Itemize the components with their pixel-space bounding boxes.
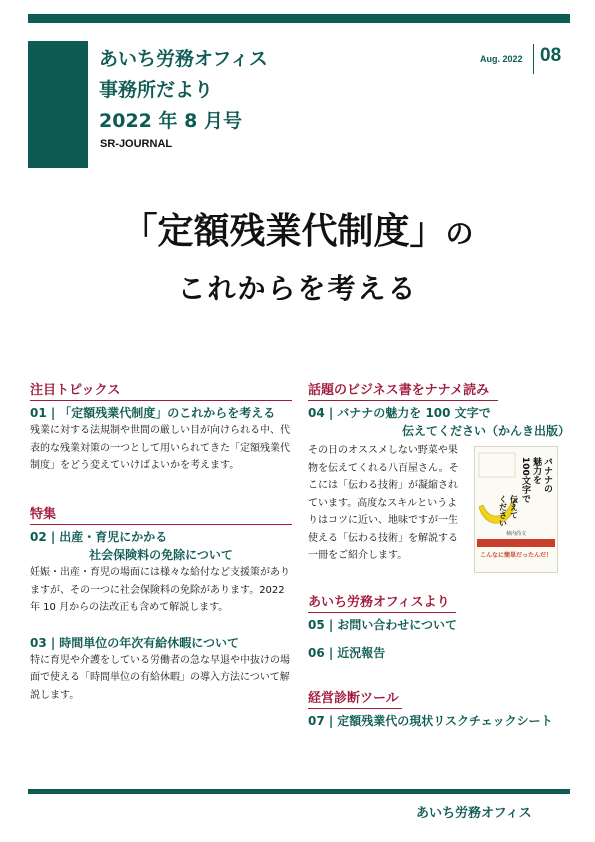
section-heading: 経営診断ツール [308,691,399,706]
section-special [30,506,292,704]
issue-divider [533,44,534,74]
journal-label: SR-JOURNAL [100,138,173,150]
article-number: 05 | [308,618,334,632]
feature-headline [0,210,595,306]
article-number: 07 | [308,714,334,728]
article-number: 03 | [30,635,56,650]
article-number: 01 | [30,406,56,420]
section-rule [30,524,292,525]
issue-number: 08 [540,45,562,66]
section-heading: あいち労務オフィスより [308,595,450,610]
article-title-text: お問い合わせについて [337,618,458,632]
book-cover-title-col-1: バナナの [542,457,552,493]
newsletter-title-office: あいち労務オフィス [99,48,268,70]
article-title-text: 時間単位の年次有給休暇について [59,635,240,650]
book-cover-tagline: こんなに簡単だったんだ！ [479,552,553,559]
footer-office-name: あいち労務オフィス [416,806,532,821]
article-01-title[interactable] [30,404,292,422]
article-04-summary: その日のオススメしない野菜や果物を伝えてくれる八百屋さん。そこには「伝わる技術」が凝縮されています。高度なスキルというよりはコツに近い、地味ですが一生使える「伝わる技術」を解説する一冊をご紹介します。 [308,445,459,561]
newsletter-title [99,44,329,137]
book-cover-title-col-3 [520,457,531,503]
headline-sub: これからを考える [177,272,418,305]
article-03-summary: 特に育児や介護をしている労働者の急な早退や中抜けの場面で使える「時間単位の有給休暇」の導入方法について解説します。 [30,654,290,701]
newsletter-title-name: 事務所だより [99,79,214,101]
section-rule [308,612,456,613]
book-cover-frame [479,453,515,477]
article-title-text: 出産・育児にかかる [59,530,168,544]
book-cover-title-col-2a: 魅力を [531,457,541,484]
book-cover-title-col-4: 伝えて [509,495,519,519]
article-number: 04 | [308,406,334,420]
article-01-summary: 残業に対する法規制や世間の厳しい目が向けられる中、代表的な残業対策の一つとして用いられてきた「定額残業代制度」をどう変えていけばよいかを考えます。 [30,425,290,471]
section-diagnostic-tool [308,690,570,730]
section-rule [30,400,292,401]
book-cover-image [474,446,558,573]
article-07-title[interactable] [308,712,570,730]
article-title-text-2: 伝えてください（かんき出版） [401,424,570,438]
section-heading: 特集 [30,507,57,522]
masthead-color-block [28,41,88,168]
book-cover-title-col-5: ください [498,495,508,527]
book-cover-art [475,447,557,572]
article-05-title[interactable] [308,616,570,634]
book-cover-title-col-3b: 文字で [520,475,530,503]
section-topics [30,382,292,475]
newsletter-title-issue: 2022 年 8 月号 [99,110,242,132]
headline-main [0,210,595,256]
article-04-title[interactable] [308,404,570,440]
article-title-text: 定額残業代の現状リスクチェックシート [337,714,553,728]
section-rule [308,708,402,709]
book-cover-title-col-3a: 100 [520,457,530,476]
article-02-title[interactable] [30,528,292,564]
section-heading: 注目トピックス [30,383,121,398]
article-title-text: 近況報告 [337,646,386,660]
section-heading: 話題のビジネス書をナナメ読み [308,383,490,398]
article-title-text: バナナの魅力を 100 文字で [337,406,491,420]
book-cover-author: 柿内尚文 [505,531,527,537]
headline-main-suffix: の [445,217,474,250]
bottom-rule [28,789,570,794]
article-06-title[interactable] [308,644,570,662]
book-cover-title-col-2 [531,456,542,484]
article-number: 06 | [308,646,334,660]
section-office-news [308,594,570,662]
book-cover-band [477,539,555,547]
top-rule [28,14,570,23]
article-title-text: 「定額残業代制度」のこれからを考える [59,406,276,420]
section-rule [308,400,498,401]
headline-main-text: 「定額残業代制度」 [121,211,446,252]
article-02-summary: 妊娠・出産・育児の場面には様々な給付など支援策がありますが、その一つに社会保険料の免除があります。2022 年 10 月からの法改正も含めて解説します。 [30,567,290,613]
issue-date: Aug. 2022 [480,54,523,64]
article-title-text-2: 社会保険料の免除について [89,548,233,562]
article-03-title[interactable] [30,634,292,652]
article-number: 02 | [30,530,56,544]
